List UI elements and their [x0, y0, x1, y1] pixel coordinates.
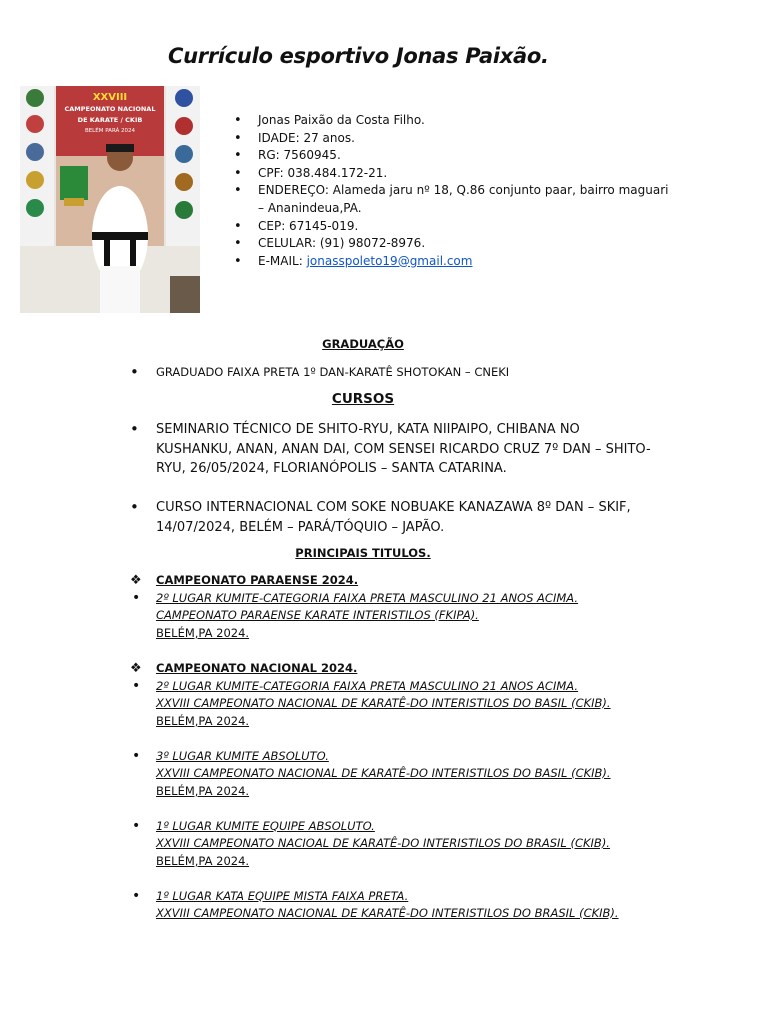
document-title: Currículo esportivo Jonas Paixão. [168, 44, 549, 68]
personal-info-address: • ENDEREÇO: Alameda jaru nº 18, Q.86 conjunto paar, bairro maguari – Ananindeua,PA. [232, 182, 672, 217]
banner-line-2: CAMPEONATO NACIONAL [64, 105, 156, 113]
bullet-icon: • [132, 817, 141, 834]
bullet-icon: • [132, 589, 141, 606]
curso-item: • CURSO INTERNACIONAL COM SOKE NOBUAKE KANAZAWA 8º DAN – SKIF, 14/07/2024, BELÉM – PARÁ/TÓQUIO – JAPÃO. [130, 498, 660, 537]
entry-place: 1º LUGAR KUMITE EQUIPE ABSOLUTO. [156, 818, 375, 833]
entry-place: 2º LUGAR KUMITE-CATEGORIA FAIXA PRETA MASCULINO 21 ANOS ACIMA. [156, 590, 579, 605]
banner-line-1: XXVIII [92, 92, 128, 103]
graduacao-list [130, 364, 660, 381]
entry-location: BELÉM,PA 2024. [156, 783, 250, 798]
entry-event: XXVIII CAMPEONATO NACIONAL DE KARATÊ-DO INTERISTILOS DO BASIL (CKIB). [156, 696, 611, 710]
title-entry [130, 818, 690, 871]
entry-event: XXVIII CAMPEONATO NACIOAL DE KARATÊ-DO INTERISTILOS DO BRASIL (CKIB). [156, 836, 610, 850]
personal-info-age: • IDADE: 27 anos. [232, 130, 672, 148]
banner-line-3: DE KARATE / CKIB [77, 116, 143, 124]
banner-line-4: BELÉM PARÁ 2024 [84, 128, 136, 134]
athlete-photo-illustration [20, 86, 200, 313]
title-entry [130, 748, 690, 801]
entry-place: 1º LUGAR KATA EQUIPE MISTA FAIXA PRETA. [156, 888, 409, 903]
personal-info-email [232, 253, 672, 271]
personal-info-list [232, 112, 672, 270]
title-entry [130, 678, 690, 731]
titulos-section-paraense [130, 572, 690, 642]
diamond-bullet-icon: ❖ [130, 573, 142, 588]
curso-item: • SEMINARIO TÉCNICO DE SHITO-RYU, KATA NIIPAIPO, CHIBANA NO KUSHANKU, ANAN, ANAN DAI, COM SENSEI RICARDO CRUZ 7º DAN – SHITO-RYU, 26/05/2024, FLORIANÓPOLIS – SANTA CATARINA. [130, 420, 660, 479]
personal-info-phone: • CELULAR: (91) 98072-8976. [232, 235, 672, 253]
athlete-photo [20, 86, 200, 313]
graduacao-item: • GRADUADO FAIXA PRETA 1º DAN-KARATÊ SHOTOKAN – CNEKI [130, 364, 660, 381]
bullet-icon: • [132, 887, 141, 904]
cursos-heading: CURSOS [331, 391, 395, 407]
email-label: E-MAIL: [258, 253, 307, 268]
title-entry [130, 888, 690, 923]
entry-event: XXVIII CAMPEONATO NACIONAL DE KARATÊ-DO INTERISTILOS DO BRASIL (CKIB). [156, 906, 619, 920]
title-entry [130, 590, 690, 643]
personal-info-name: • Jonas Paixão da Costa Filho. [232, 112, 672, 130]
email-link[interactable]: jonasspoleto19@gmail.com [306, 253, 473, 268]
cursos-list-2 [130, 498, 660, 537]
entry-location: BELÉM,PA 2024. [156, 625, 250, 640]
entry-location: BELÉM,PA 2024. [156, 713, 250, 728]
entry-place: 2º LUGAR KUMITE-CATEGORIA FAIXA PRETA MASCULINO 21 ANOS ACIMA. [156, 678, 579, 693]
entry-event: CAMPEONATO PARAENSE KARATE INTERISTILOS (FKIPA). [156, 608, 479, 622]
entry-place: 3º LUGAR KUMITE ABSOLUTO. [156, 748, 329, 763]
diamond-bullet-icon: ❖ [130, 661, 142, 676]
entry-location: BELÉM,PA 2024. [156, 853, 250, 868]
section-title: CAMPEONATO PARAENSE 2024. [156, 573, 359, 587]
cursos-list-1 [130, 420, 660, 479]
section-title-row [130, 572, 690, 590]
graduacao-heading: GRADUAÇÃO [322, 337, 404, 351]
personal-info-rg: • RG: 7560945. [232, 147, 672, 165]
bullet-icon: • [132, 747, 141, 764]
personal-info-cpf: • CPF: 038.484.172-21. [232, 165, 672, 183]
personal-info-cep: • CEP: 67145-019. [232, 218, 672, 236]
entry-event: XXVIII CAMPEONATO NACIONAL DE KARATÊ-DO INTERISTILOS DO BASIL (CKIB). [156, 766, 611, 780]
titulos-section-nacional [130, 660, 690, 923]
section-title: CAMPEONATO NACIONAL 2024. [156, 661, 358, 675]
titulos-heading: PRINCIPAIS TITULOS. [295, 546, 431, 560]
bullet-icon: • [132, 677, 141, 694]
section-title-row [130, 660, 690, 678]
